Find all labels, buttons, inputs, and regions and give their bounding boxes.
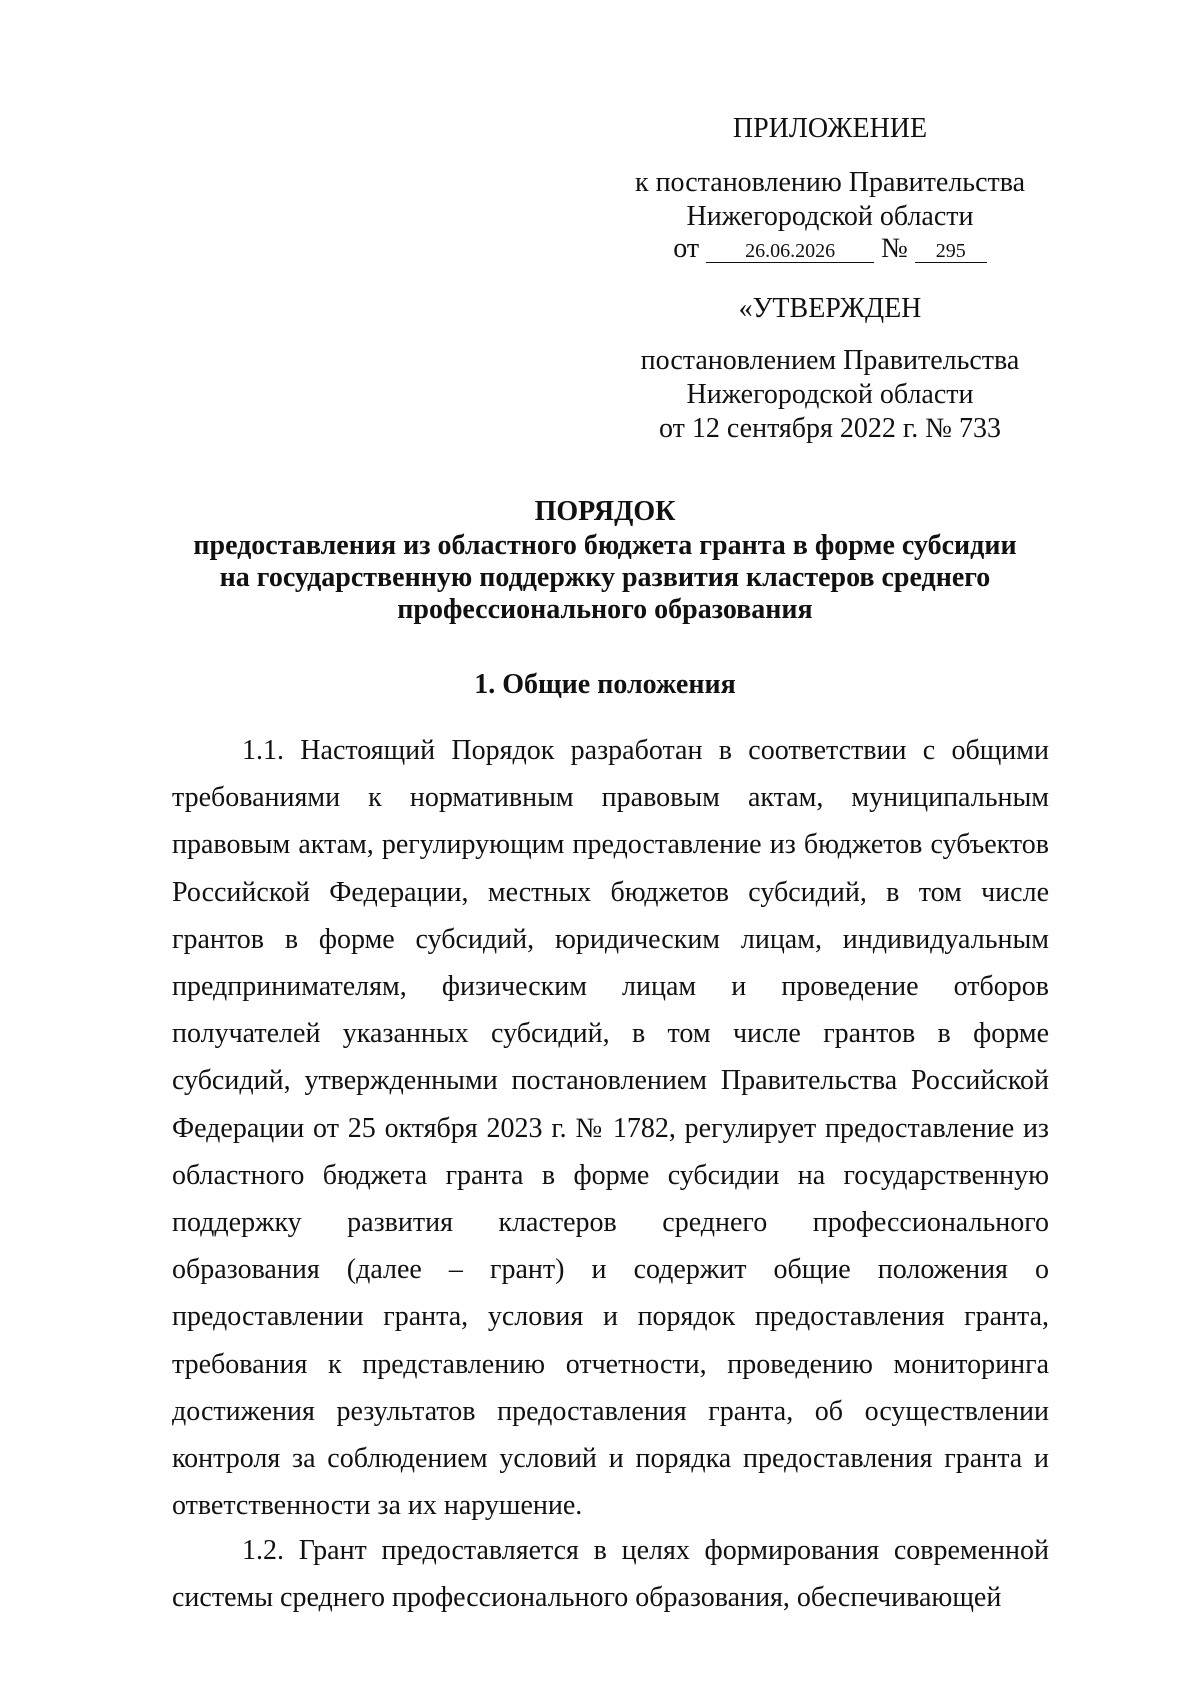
title-line3: профессионального образования [397,594,813,625]
section-heading: 1. Общие положения [474,669,736,700]
title-line1: предоставления из областного бюджета гранта в форме субсидии [193,530,1017,561]
annex-date-number-line [600,232,1060,266]
from-label: от [673,233,700,264]
approved-by-line1: постановлением Правительства [640,345,1020,376]
paragraph-1-1: 1.1. Настоящий Порядок разработан в соответствии с общими требованиями к нормативным правовым актам, муниципальным правовым актам, регулирующим предоставление из бюджетов субъектов Российской Федерации, местных бюджетов субсидий, в том числе грантов в форме субсидий, юридическим лицам, индивидуальным предпринимателям, физическим лицам и проведение отборов получателей указанных субсидий, в том числе грантов в форме субсидий, утвержденными постановлением Правительства Российской Федерации от 25 октября 2023 г. № 1782, регулирует предоставление из областного бюджета гранта в форме субсидии на государственную поддержку развития кластеров среднего профессионального образования (далее – грант) и содержит общие положения о предоставлении гранта, условия и порядок предоставления гранта, требования к представлению отчетности, проведению мониторинга достижения результатов предоставления гранта, об осуществлении контроля за соблюдением условий и порядка предоставления гранта и ответственности за их нарушение. [172,735,1049,1522]
approved-by [600,344,1060,446]
annex-reference-line2: Нижегородской области [686,201,974,232]
number-label: № [881,233,908,264]
annex-reference-line1: к постановлению Правительства [634,167,1026,198]
resolution-number: 295 [915,240,987,263]
annex-reference [600,166,1060,234]
paragraph-1-2: 1.2. Грант предоставляется в целях формирования современной системы среднего профессионального образования, обеспечивающей [172,1535,1049,1614]
approved-label: «УТВЕРЖДЕН [738,293,922,324]
annex-title: ПРИЛОЖЕНИЕ [732,113,928,144]
approved-by-line3: от 12 сентября 2022 г. № 733 [659,413,1001,444]
document-title [160,496,1050,626]
title-main: ПОРЯДОК [534,496,676,527]
resolution-date: 26.06.2026 [706,240,874,263]
title-line2: на государственную поддержку развития кластеров среднего [219,562,991,593]
approved-by-line2: Нижегородской области [686,379,974,410]
